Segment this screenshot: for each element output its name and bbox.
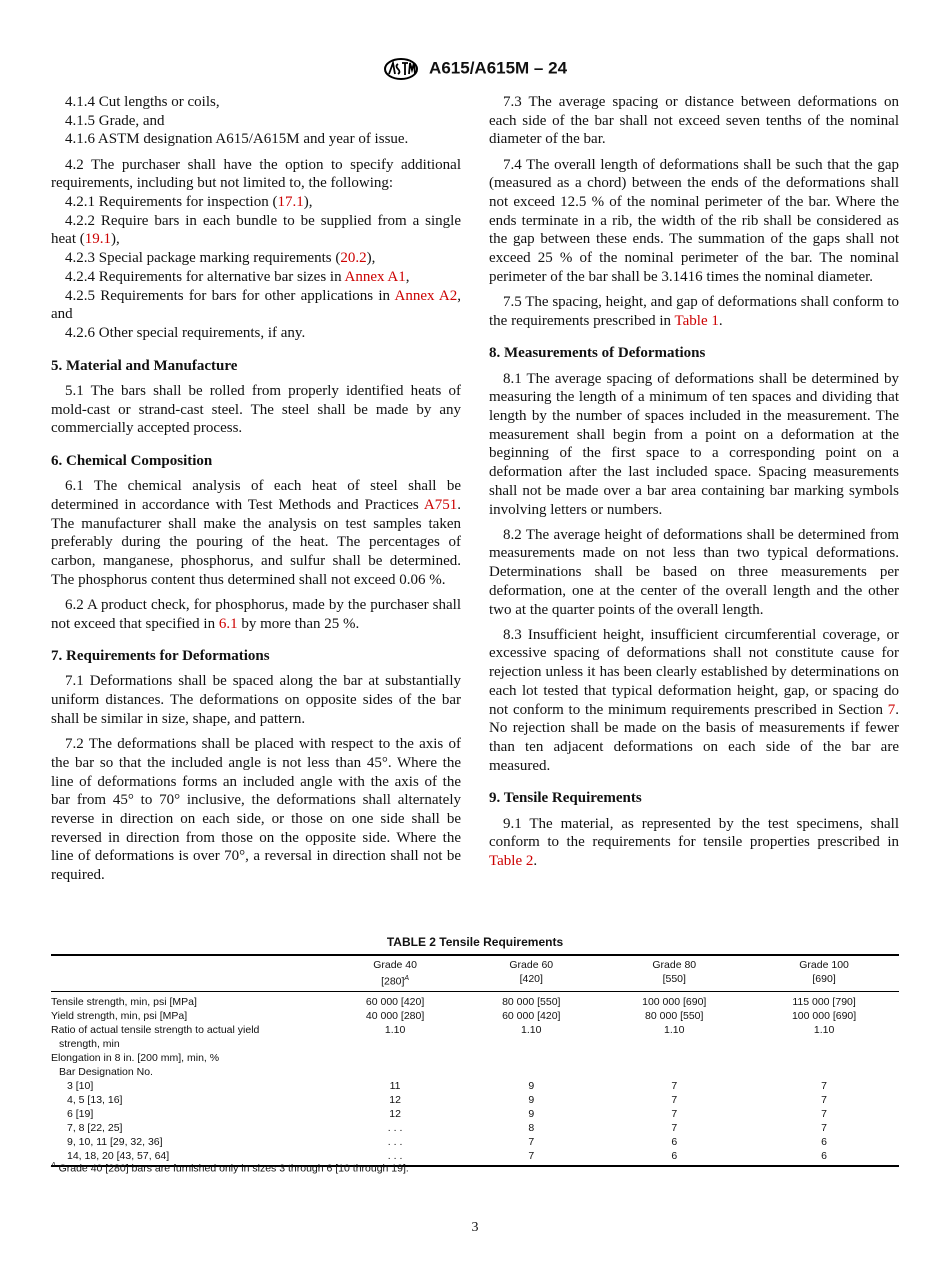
paragraph <box>51 382 461 438</box>
paragraph <box>51 130 461 149</box>
right-column <box>489 93 899 871</box>
table-cell: 1.10 <box>664 1023 685 1036</box>
text-run: 7.5 The spacing, height, and gap of deformations shall conform to the requirements prescribed in <box>489 294 899 329</box>
table-cell: 9 <box>528 1079 535 1092</box>
text-run: , <box>405 268 410 285</box>
table-row <box>51 1135 899 1149</box>
text-run: 4.2.3 Special package marking requirements ( <box>65 250 341 267</box>
text-run: 4.2.4 Requirements for alternative bar sizes in <box>65 268 345 285</box>
grade-metric: [420] <box>519 973 543 985</box>
grade-column-header <box>327 955 463 991</box>
footnote-text: Grade 40 [280] bars are furnished only in sizes 3 through 6 [10 through 19]. <box>58 1162 409 1175</box>
table-cell: 11 <box>389 1079 401 1092</box>
footnote-mark: A <box>404 975 410 982</box>
paragraph <box>489 93 899 149</box>
cross-reference-link[interactable]: 19.1 <box>84 231 111 248</box>
cross-reference-link[interactable]: 6.1 <box>218 615 238 632</box>
paragraph <box>489 370 899 520</box>
table-row <box>51 1079 899 1093</box>
table-cell: 40 000 [280] <box>365 1009 425 1022</box>
header-empty <box>51 955 327 991</box>
section-heading <box>489 344 899 363</box>
tensile-requirements-table <box>51 954 899 1167</box>
grade-metric: [550] <box>662 973 686 985</box>
table-cell: 100 000 [690] <box>791 1009 857 1022</box>
table-cell: 60 000 [420] <box>502 1009 561 1022</box>
table-cell: . . . <box>387 1149 403 1162</box>
table-row <box>51 1023 899 1051</box>
row-label-text: Ratio of actual tensile strength to actual yield <box>51 1023 260 1036</box>
text-run: 4.1.6 ASTM designation A615/A615M and year of issue. <box>65 131 409 148</box>
table-cell: . . . <box>387 1121 403 1134</box>
table-row <box>51 1107 899 1121</box>
paragraph <box>51 193 461 212</box>
text-run: 6.2 A product check, for phosphorus, made by the purchaser shall not exceed that specified in <box>51 596 461 632</box>
cross-reference-link[interactable]: Table 2 <box>489 853 534 870</box>
table-row <box>51 1065 899 1079</box>
text-run: 7. Requirements for Deformations <box>51 648 270 665</box>
row-label <box>51 1107 327 1121</box>
table-cell: 100 000 [690] <box>642 995 707 1008</box>
table-cell: 7 <box>671 1121 678 1134</box>
paragraph <box>51 324 461 343</box>
text-run: 4.1.4 Cut lengths or coils, <box>65 94 220 110</box>
row-label <box>51 1093 327 1107</box>
table-cell <box>463 1051 599 1065</box>
paragraph <box>51 249 461 268</box>
text-run: 8.1 The average spacing of deformations shall be determined by measuring the length of a minimum of ten spaces and dividing that length by the number of spaces included in the measurement. The measurement shall begin from a point on a deformation at the beginning of the first space to a corresponding point on a deformation after the last included space. Spacing measurements shall not be made over a bar area containing bar marking symbols involving letters or numbers. <box>489 370 899 518</box>
table-title: TABLE 2 Tensile Requirements <box>386 935 564 949</box>
grade-metric: [280] <box>381 975 405 988</box>
footnote-mark: A <box>51 1162 56 1169</box>
row-label <box>51 1135 327 1149</box>
table-cell: 7 <box>821 1093 827 1106</box>
row-label-text: 4, 5 [13, 16] <box>67 1093 123 1106</box>
text-run: 6.1 The chemical analysis of each heat of steel shall be determined in accordance with Test Methods and Practices <box>51 478 461 513</box>
text-run: . <box>718 312 723 329</box>
table-row <box>51 1051 899 1065</box>
text-run: ), <box>366 250 376 267</box>
table-cell: 7 <box>671 1079 678 1092</box>
paragraph <box>51 156 461 193</box>
section-heading <box>51 647 461 666</box>
table-row <box>51 1009 899 1023</box>
table-header-row <box>51 955 899 991</box>
table-row <box>51 991 899 1009</box>
cross-reference-link[interactable]: Table 1 <box>674 312 719 329</box>
table-cell: . . . <box>387 1135 403 1148</box>
text-run: 4.2.2 Require bars in each bundle to be supplied from a single heat ( <box>51 212 461 248</box>
text-run: 4.2.5 Requirements for bars for other applications in <box>65 287 395 304</box>
table-cell <box>599 1051 749 1065</box>
text-run: 4.1.5 Grade, and <box>65 112 165 129</box>
text-run: 8.2 The average height of deformations shall be determined from measurements made on not less than two typical deformations. Determinations shall be based on three measurements per deformation, one at the center of the overall length and the other two at the quarter points of the overall length. <box>489 526 899 618</box>
table-cell: 6 <box>671 1135 678 1148</box>
table-cell: 7 <box>821 1079 827 1092</box>
text-run: 5. Material and Manufacture <box>51 357 238 374</box>
row-label-text: 14, 18, 20 [43, 57, 64] <box>67 1149 170 1162</box>
paragraph <box>489 626 899 776</box>
text-run: 5.1 The bars shall be rolled from properly identified heats of mold-cast or strand-cast steel. The steel shall be made by any commercially accepted process. <box>51 382 461 437</box>
grade-name: Grade 80 <box>652 959 697 971</box>
cross-reference-link[interactable]: 17.1 <box>277 194 304 211</box>
table-cell: 7 <box>671 1107 678 1120</box>
row-label <box>51 1079 327 1093</box>
table-cell <box>327 1051 463 1065</box>
row-label-text: Elongation in 8 in. [200 mm], min, % <box>51 1051 220 1064</box>
table-cell: 115 000 [790] <box>792 995 856 1008</box>
paragraph <box>51 212 461 249</box>
grade-column-header <box>599 955 749 991</box>
row-label <box>51 1009 327 1023</box>
text-run: 4.2.1 Requirements for inspection ( <box>65 194 278 211</box>
row-label-text: strength, min <box>59 1037 120 1050</box>
grade-name: Grade 60 <box>509 959 554 971</box>
table-cell: 1.10 <box>521 1023 542 1036</box>
paragraph <box>51 268 461 287</box>
paragraph <box>51 596 461 633</box>
cross-reference-link[interactable]: A751 <box>423 496 458 513</box>
table-cell: 7 <box>528 1149 535 1162</box>
row-label-text: 6 [19] <box>67 1107 94 1120</box>
cross-reference-link[interactable]: 7 <box>887 701 896 718</box>
text-run: 7.1 Deformations shall be spaced along the bar at substantially uniform distances. The deformations on opposite sides of the bar shall be similar in size, shape, and pattern. <box>51 673 461 727</box>
paragraph <box>489 526 899 620</box>
text-run: by more than 25 %. <box>237 615 360 632</box>
table-cell: 80 000 [550] <box>645 1009 704 1022</box>
paragraph <box>51 735 461 885</box>
text-run: , and <box>51 287 461 323</box>
table-cell: 7 <box>821 1107 827 1120</box>
section-heading <box>489 789 899 808</box>
table-row <box>51 1121 899 1135</box>
grade-column-header <box>749 955 899 991</box>
text-run: 4.2 The purchaser shall have the option to specify additional requirements, including but not limited to, the following: <box>51 156 461 192</box>
grade-name: Grade 40 <box>373 959 417 971</box>
text-run: 7.4 The overall length of deformations shall be such that the gap (measured as a chord) between the ends of the deformations shall not exceed 12.5 % of the nominal perimeter of the bar. Where the ends terminate in a rib, the width of the rib shall be considered as the gap between these ends. The summation of the gaps shall not exceed 25 % of the nominal perimeter of the bar. The nominal perimeter of the bar shall be 3.1416 times the nominal diameter. <box>489 156 899 285</box>
grade-metric: [690] <box>812 973 836 985</box>
cross-reference-link[interactable]: 20.2 <box>340 250 367 267</box>
paragraph <box>51 287 461 324</box>
text-run: . The manufacturer shall make the analysis on test samples taken preferably during the pouring of the heat. The percentages of carbon, manganese, phosphorus, and sulfur shall be determined. The phosphorus content thus determined shall not exceed 0.06 %. <box>51 496 461 588</box>
section-heading <box>51 452 461 471</box>
table-cell <box>749 1051 899 1065</box>
table-cell: 1.10 <box>384 1023 406 1036</box>
table-cell: 60 000 [420] <box>365 995 425 1008</box>
row-label-text: 9, 10, 11 [29, 32, 36] <box>67 1135 163 1148</box>
table-cell: 7 <box>671 1093 678 1106</box>
page-header <box>0 58 950 80</box>
table-cell <box>749 1065 899 1079</box>
table-cell: 6 <box>671 1149 678 1162</box>
table-cell: 7 <box>528 1135 535 1148</box>
text-run: . No rejection shall be made on the basis of measurements if fewer than ten adjacent deformations on each side of the bar are measured. <box>489 701 899 774</box>
paragraph <box>489 156 899 287</box>
paragraph <box>489 815 899 871</box>
table-cell: 7 <box>821 1121 827 1134</box>
text-run: 9.1 The material, as represented by the test specimens, shall conform to the requirements for tensile properties prescribed in <box>489 815 899 851</box>
astm-logo-icon <box>383 58 419 80</box>
row-label-text: Bar Designation No. <box>59 1065 153 1078</box>
section-heading <box>51 357 461 376</box>
row-label <box>51 1121 327 1135</box>
table-footnote <box>51 1162 409 1175</box>
row-label <box>51 1065 327 1079</box>
text-run: ), <box>110 231 120 248</box>
grade-column-header <box>463 955 599 991</box>
text-run: 7.2 The deformations shall be placed with respect to the axis of the bar so that the included angle is not less than 45°. Where the line of deformations forms an included angle with the axis of the bar from 45° to 70° inclusive, the deformations shall alternately reverse in direction on each side, or those on one side shall be reversed in direction from those on the opposite side. Where the line of deformations is over 70°, a reversal in direction shall not be required. <box>51 736 461 884</box>
text-run: 8.3 Insufficient height, insufficient circumferential coverage, or excessive spacing of deformations shall not constitute cause for rejection unless it has been clearly established by determinations on each lot tested that typical deformation height, gap, or spacing do not conform to the minimum requirements prescribed in Section <box>489 626 899 718</box>
text-run: 9. Tensile Requirements <box>489 790 642 807</box>
left-column <box>51 93 461 885</box>
text-run: 4.2.6 Other special requirements, if any. <box>65 324 306 341</box>
table-cell: 12 <box>389 1093 401 1106</box>
cross-reference-link[interactable]: Annex A1 <box>344 268 406 285</box>
text-run: 7.3 The average spacing or distance between deformations on each side of the bar shall not exceed seven tenths of the nominal diameter of the bar. <box>489 94 899 148</box>
paragraph <box>51 93 461 112</box>
row-label-text: Tensile strength, min, psi [MPa] <box>51 995 197 1008</box>
text-run: 8. Measurements of Deformations <box>489 345 706 362</box>
row-label <box>51 1023 327 1051</box>
paragraph <box>51 477 461 589</box>
table-cell <box>327 1065 463 1079</box>
table-cell: 12 <box>389 1107 401 1120</box>
table-cell: 9 <box>528 1107 535 1120</box>
grade-name: Grade 100 <box>799 959 849 971</box>
table-cell: 80 000 [550] <box>502 995 561 1008</box>
table-row <box>51 1093 899 1107</box>
row-label <box>51 1051 327 1065</box>
cross-reference-link[interactable]: Annex A2 <box>394 287 458 304</box>
text-run: 6. Chemical Composition <box>51 452 213 469</box>
table-cell <box>463 1065 599 1079</box>
document-title: A615/A615M – 24 <box>429 58 568 78</box>
paragraph <box>489 293 899 330</box>
row-label-text: Yield strength, min, psi [MPa] <box>51 1009 188 1022</box>
table-cell: 9 <box>528 1093 535 1106</box>
paragraph <box>51 112 461 131</box>
table-cell: 1.10 <box>813 1023 835 1036</box>
table-cell: 6 <box>821 1135 827 1148</box>
row-label-text: 3 [10] <box>67 1079 94 1092</box>
table-cell <box>599 1065 749 1079</box>
row-label-text: 7, 8 [22, 25] <box>67 1121 123 1134</box>
text-run: ), <box>303 194 313 211</box>
paragraph <box>51 672 461 728</box>
text-run: . <box>533 853 538 870</box>
page-number: 3 <box>471 1220 479 1235</box>
table-cell: 6 <box>821 1149 827 1162</box>
table-cell: 8 <box>528 1121 535 1134</box>
row-label <box>51 991 327 1009</box>
